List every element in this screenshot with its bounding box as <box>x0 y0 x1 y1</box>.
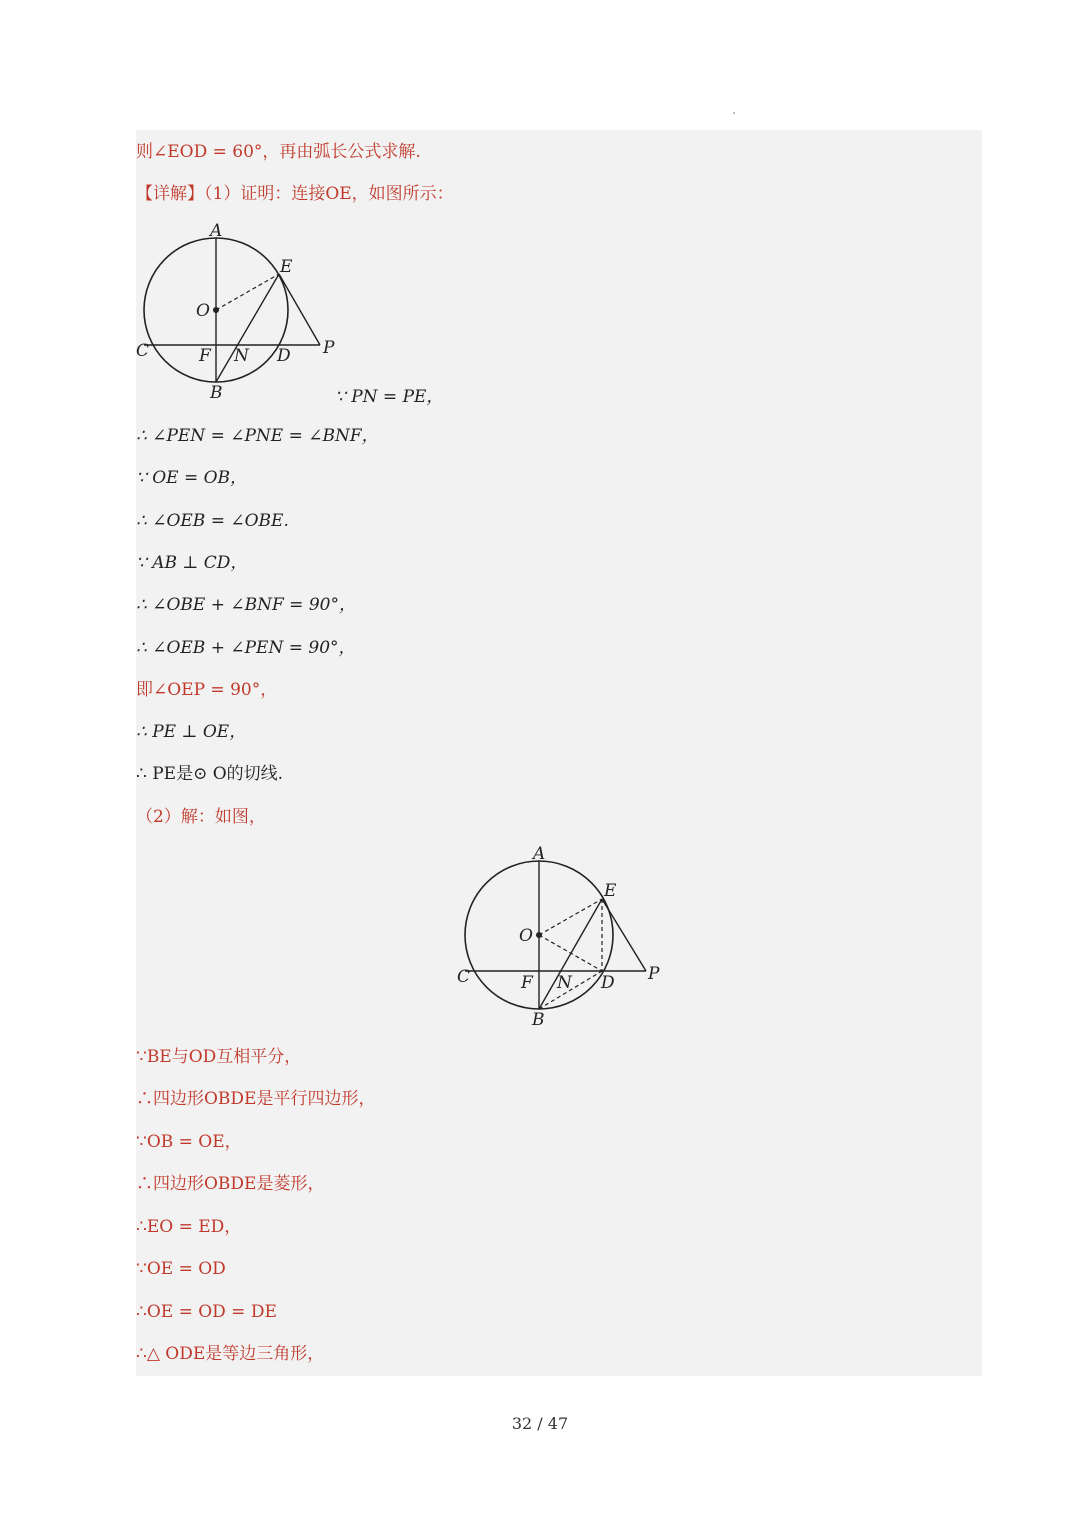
label-F: F <box>521 973 533 993</box>
label-E: E <box>280 257 293 277</box>
label-P: P <box>648 964 660 984</box>
label-O: O <box>519 926 533 946</box>
text-line: ∴ ∠OBE + ∠BNF = 90°， <box>136 595 356 615</box>
text-line: ∵ OE = OB， <box>136 468 248 488</box>
label-C: C <box>136 341 150 361</box>
text-line: ∴ ∠OEB = ∠OBE. <box>136 511 289 531</box>
text-line: ∵ PN = PE， <box>335 387 444 407</box>
text-line: 则∠EOD = 60°，再由弧长公式求解. <box>136 142 421 162</box>
text-line: （2）解：如图， <box>136 807 266 827</box>
geometry-figure-2 <box>450 840 675 1030</box>
text-line: ∴四边形OBDE是菱形， <box>136 1174 325 1194</box>
text-line: ∴四边形OBDE是平行四边形， <box>136 1089 376 1109</box>
text-line: ∴ ∠PEN = ∠PNE = ∠BNF， <box>136 426 379 446</box>
label-N: N <box>557 973 572 993</box>
label-C: C <box>457 967 471 987</box>
geometry-figure-1 <box>130 218 350 400</box>
label-A: A <box>210 221 223 241</box>
page-number: 32 / 47 <box>511 1414 569 1433</box>
text-line: ∵OB = OE， <box>136 1132 242 1152</box>
text-line: 【详解】（1）证明：连接OE，如图所示： <box>136 184 454 204</box>
label-D: D <box>601 973 615 993</box>
text-line: ∴△ ODE是等边三角形， <box>136 1344 325 1364</box>
text-line: ∴ ∠OEB + ∠PEN = 90°， <box>136 638 356 658</box>
label-O: O <box>196 301 210 321</box>
label-N: N <box>234 346 249 366</box>
text-line: ∵OE = OD <box>136 1259 226 1279</box>
label-B: B <box>210 383 223 400</box>
label-F: F <box>199 346 211 366</box>
label-P: P <box>323 338 335 358</box>
text-line: 即∠OEP = 90°， <box>136 680 278 700</box>
text-line: ∵BE与OD互相平分， <box>136 1047 302 1067</box>
label-A: A <box>533 844 546 864</box>
label-D: D <box>277 346 291 366</box>
text-line: ∴ PE ⊥ OE， <box>136 722 247 742</box>
text-line: ∴EO = ED， <box>136 1217 242 1237</box>
scan-speck <box>733 112 735 114</box>
text-line: ∵ AB ⊥ CD， <box>136 553 248 573</box>
text-line: ∴OE = OD = DE <box>136 1302 277 1322</box>
text-line: ∴ PE是⊙ O的切线. <box>136 764 284 784</box>
label-B: B <box>532 1010 545 1030</box>
label-E: E <box>604 881 617 901</box>
